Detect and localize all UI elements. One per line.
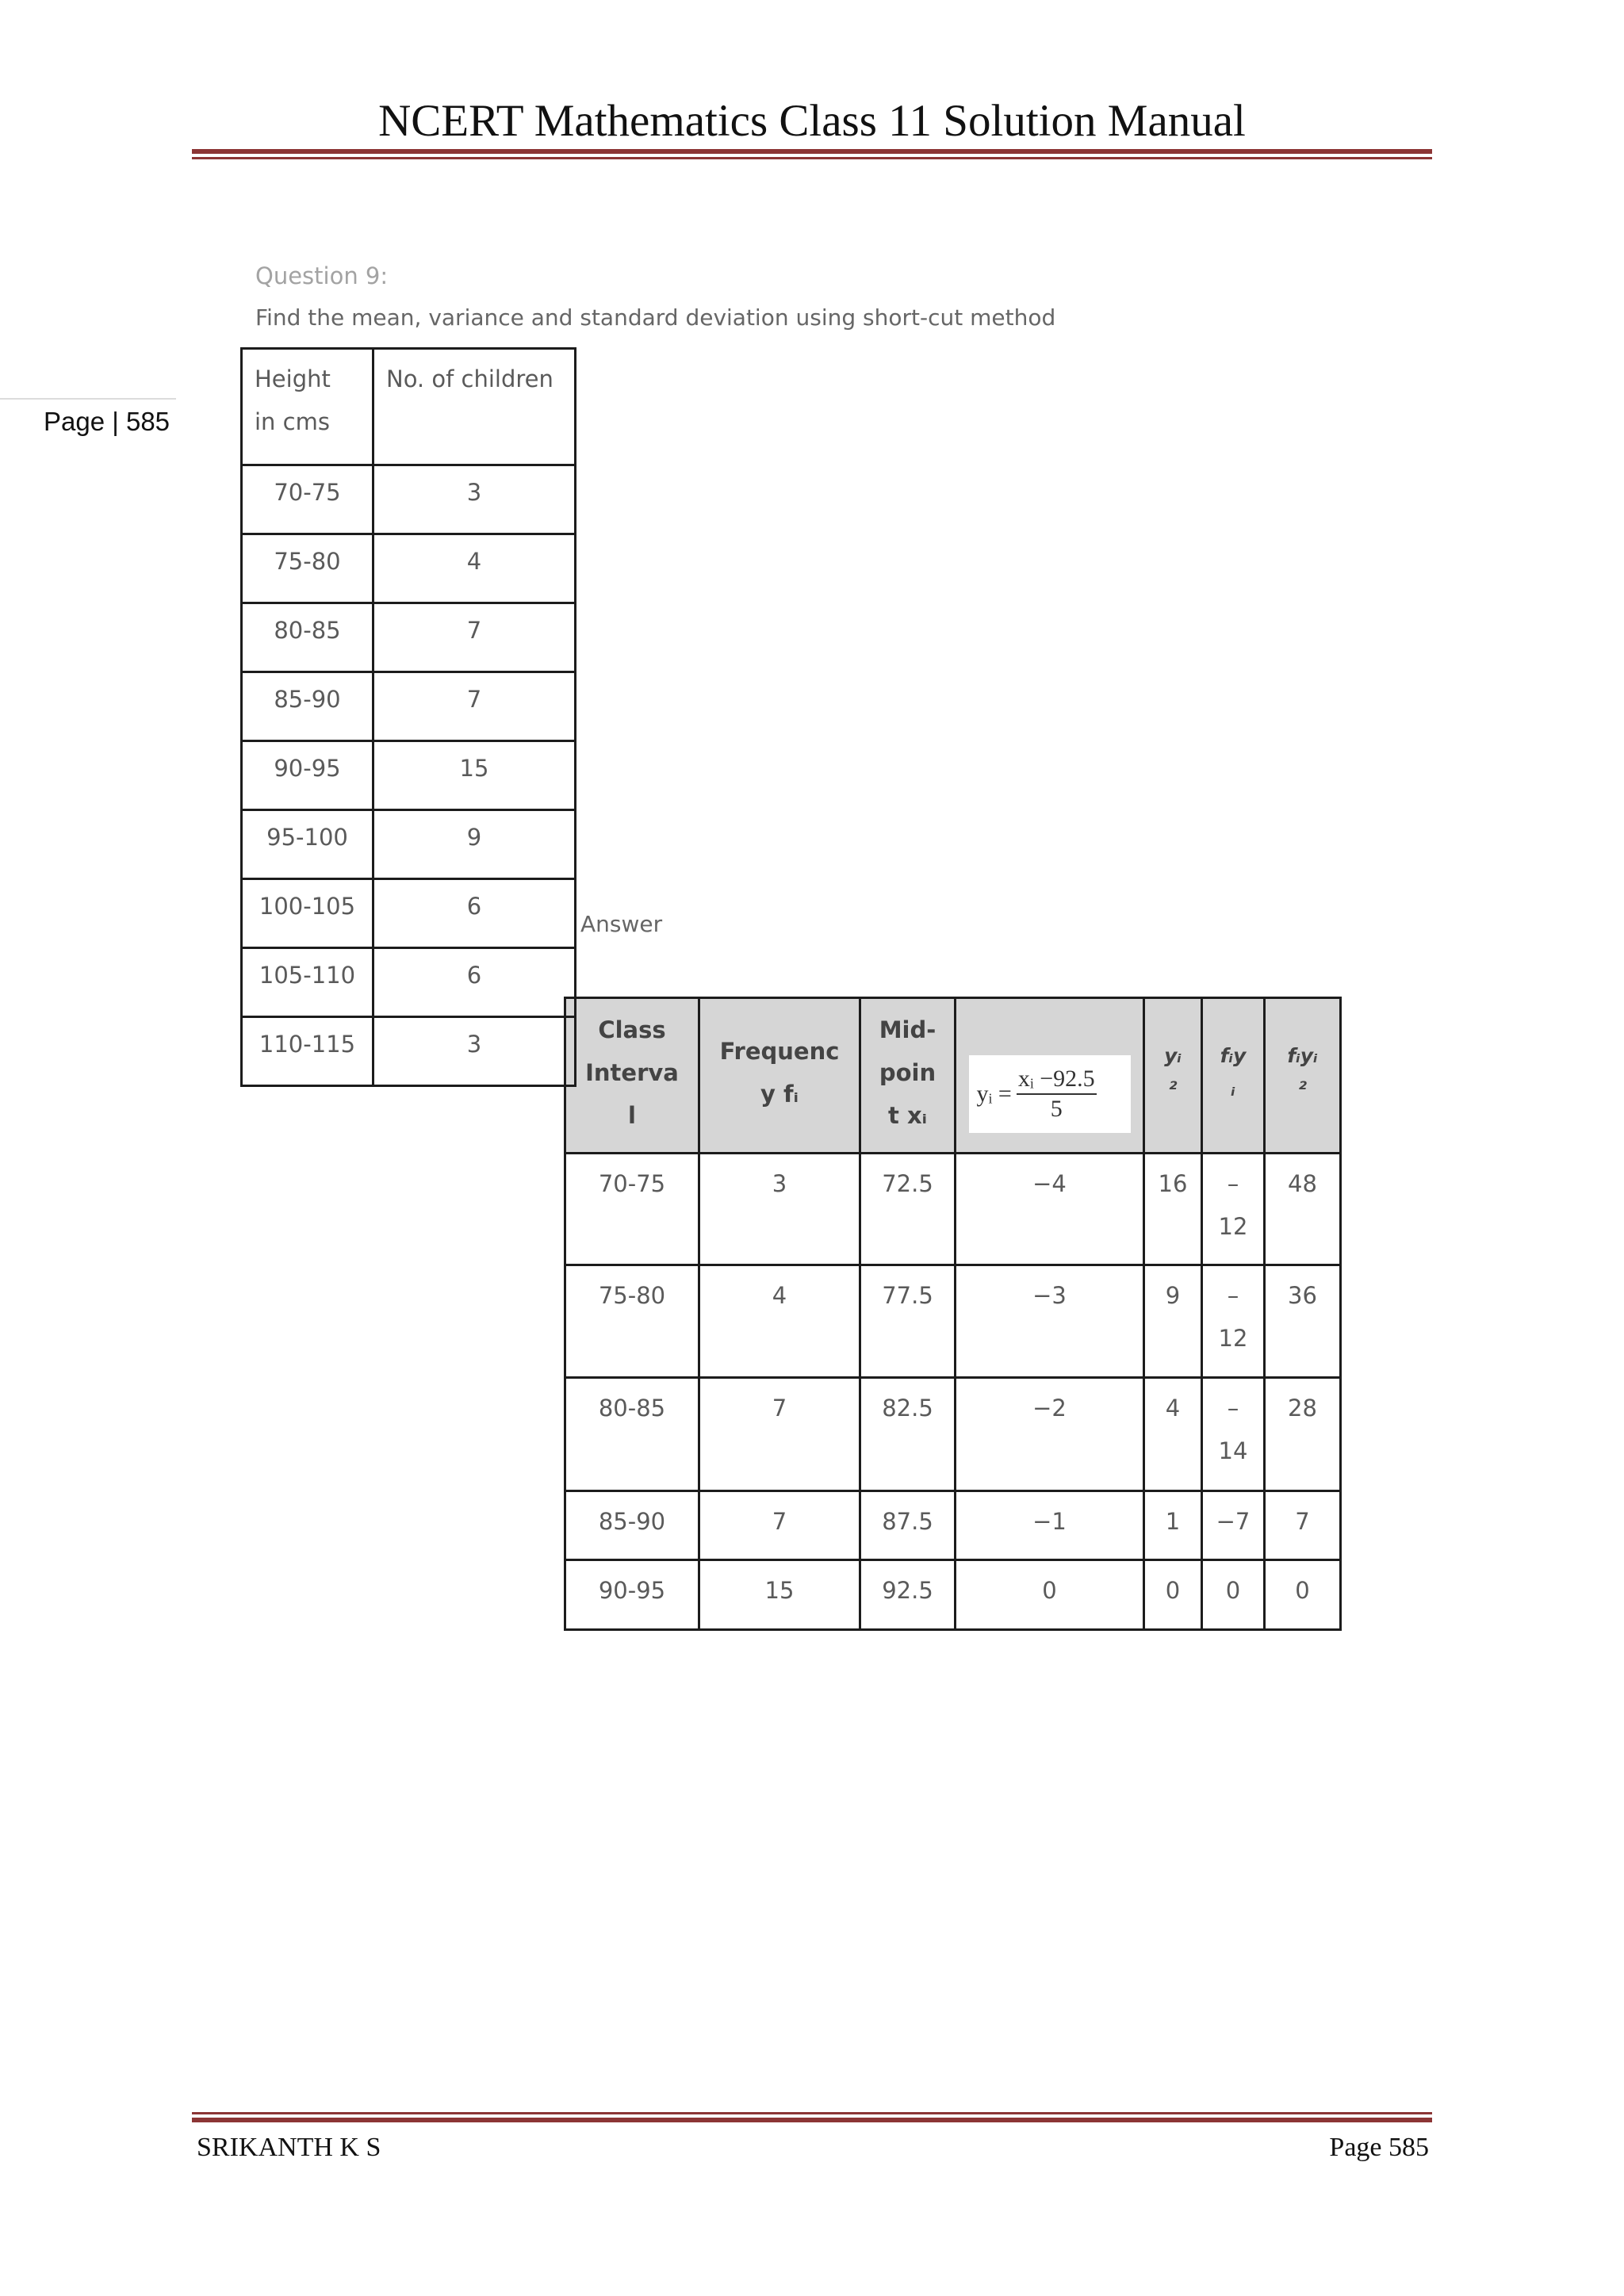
table-row <box>242 465 576 534</box>
footer-author: SRIKANTH K S <box>197 2133 381 2162</box>
table-cell: 105-110 <box>242 948 373 1017</box>
table-cell: 85-90 <box>565 1491 699 1560</box>
table-cell: 85-90 <box>242 672 373 741</box>
column-header-class-interval: Class Interva l <box>565 998 699 1154</box>
table-row <box>242 672 576 741</box>
table-row <box>565 1491 1341 1560</box>
table-cell: 4 <box>699 1265 860 1378</box>
table-cell: 48 <box>1265 1154 1341 1265</box>
table-cell: 87.5 <box>860 1491 956 1560</box>
column-header-frequency: Frequenc y fᵢ <box>699 998 860 1154</box>
table-cell: 6 <box>373 879 576 948</box>
table-cell: 92.5 <box>860 1560 956 1630</box>
table-cell: −3 <box>956 1265 1144 1378</box>
table-cell: 75-80 <box>565 1265 699 1378</box>
formula-denominator: 5 <box>1050 1095 1063 1122</box>
data-table <box>240 347 576 1087</box>
table-cell: 6 <box>373 948 576 1017</box>
margin-page-label: Page | 585 <box>44 407 170 436</box>
formula-lhs: yᵢ = <box>976 1080 1012 1107</box>
header-rule-thick <box>192 149 1432 154</box>
table-cell: 3 <box>699 1154 860 1265</box>
table-cell: 70-75 <box>565 1154 699 1265</box>
table-cell: −2 <box>956 1378 1144 1491</box>
table-header-row <box>242 349 576 465</box>
table-row <box>242 1017 576 1086</box>
table-cell: 7 <box>699 1378 860 1491</box>
column-header-fiyi: fᵢy ᵢ <box>1202 998 1265 1154</box>
table-row <box>242 741 576 810</box>
table-cell: 72.5 <box>860 1154 956 1265</box>
table-cell: 82.5 <box>860 1378 956 1491</box>
column-header: Height in cms <box>242 349 373 465</box>
table-cell: −7 <box>1202 1491 1265 1560</box>
table-cell: – 12 <box>1202 1154 1265 1265</box>
table-cell: 3 <box>373 1017 576 1086</box>
table-cell: 15 <box>373 741 576 810</box>
table-row <box>242 948 576 1017</box>
table-cell: 7 <box>373 672 576 741</box>
table-cell: 80-85 <box>242 603 373 672</box>
document-title: NCERT Mathematics Class 11 Solution Manual <box>378 96 1246 146</box>
solution-table <box>564 997 1342 1631</box>
table-cell: 36 <box>1265 1265 1341 1378</box>
footer-page-number: Page 585 <box>1329 2133 1429 2162</box>
table-cell: 7 <box>373 603 576 672</box>
question-prompt: Find the mean, variance and standard deviation using short-cut method <box>255 304 1056 331</box>
table-cell: 0 <box>1265 1560 1341 1630</box>
table-cell: – 14 <box>1202 1378 1265 1491</box>
table-header-row <box>565 998 1341 1154</box>
formula-image <box>969 1055 1131 1133</box>
table-cell: 7 <box>699 1491 860 1560</box>
question-label: Question 9: <box>255 262 389 289</box>
table-cell: 0 <box>1144 1560 1202 1630</box>
table-row <box>242 879 576 948</box>
table-cell: −1 <box>956 1491 1144 1560</box>
table-row <box>242 603 576 672</box>
footer-rule-thin <box>192 2112 1432 2114</box>
table-cell: 0 <box>956 1560 1144 1630</box>
table-cell: 0 <box>1202 1560 1265 1630</box>
table-row <box>565 1265 1341 1378</box>
table-cell: 28 <box>1265 1378 1341 1491</box>
table-cell: 4 <box>1144 1378 1202 1491</box>
table-cell: 90-95 <box>565 1560 699 1630</box>
table-cell: 7 <box>1265 1491 1341 1560</box>
column-header: No. of children <box>373 349 576 465</box>
margin-rule <box>0 398 176 400</box>
column-header-fiyi-squared: fᵢyᵢ ² <box>1265 998 1341 1154</box>
table-cell: 80-85 <box>565 1378 699 1491</box>
table-row <box>565 1560 1341 1630</box>
table-row <box>565 1154 1341 1265</box>
table-cell: 16 <box>1144 1154 1202 1265</box>
table-row <box>242 534 576 603</box>
table-row <box>242 810 576 879</box>
header-rule-thin <box>192 157 1432 159</box>
formula-numerator: xᵢ −92.5 <box>1017 1065 1097 1095</box>
table-cell: 70-75 <box>242 465 373 534</box>
answer-label: Answer <box>580 911 663 937</box>
table-row <box>565 1378 1341 1491</box>
table-cell: 110-115 <box>242 1017 373 1086</box>
table-cell: 95-100 <box>242 810 373 879</box>
table-cell: 77.5 <box>860 1265 956 1378</box>
table-cell: −4 <box>956 1154 1144 1265</box>
column-header-formula <box>956 998 1144 1154</box>
table-cell: 4 <box>373 534 576 603</box>
table-cell: 9 <box>1144 1265 1202 1378</box>
table-cell: – 12 <box>1202 1265 1265 1378</box>
table-cell: 9 <box>373 810 576 879</box>
table-cell: 90-95 <box>242 741 373 810</box>
column-header-yi-squared: yᵢ ² <box>1144 998 1202 1154</box>
table-cell: 3 <box>373 465 576 534</box>
table-cell: 100-105 <box>242 879 373 948</box>
footer-rule-thick <box>192 2118 1432 2122</box>
column-header-midpoint: Mid- poin t xᵢ <box>860 998 956 1154</box>
table-cell: 75-80 <box>242 534 373 603</box>
table-cell: 15 <box>699 1560 860 1630</box>
formula-fraction <box>1017 1065 1097 1123</box>
table-cell: 1 <box>1144 1491 1202 1560</box>
